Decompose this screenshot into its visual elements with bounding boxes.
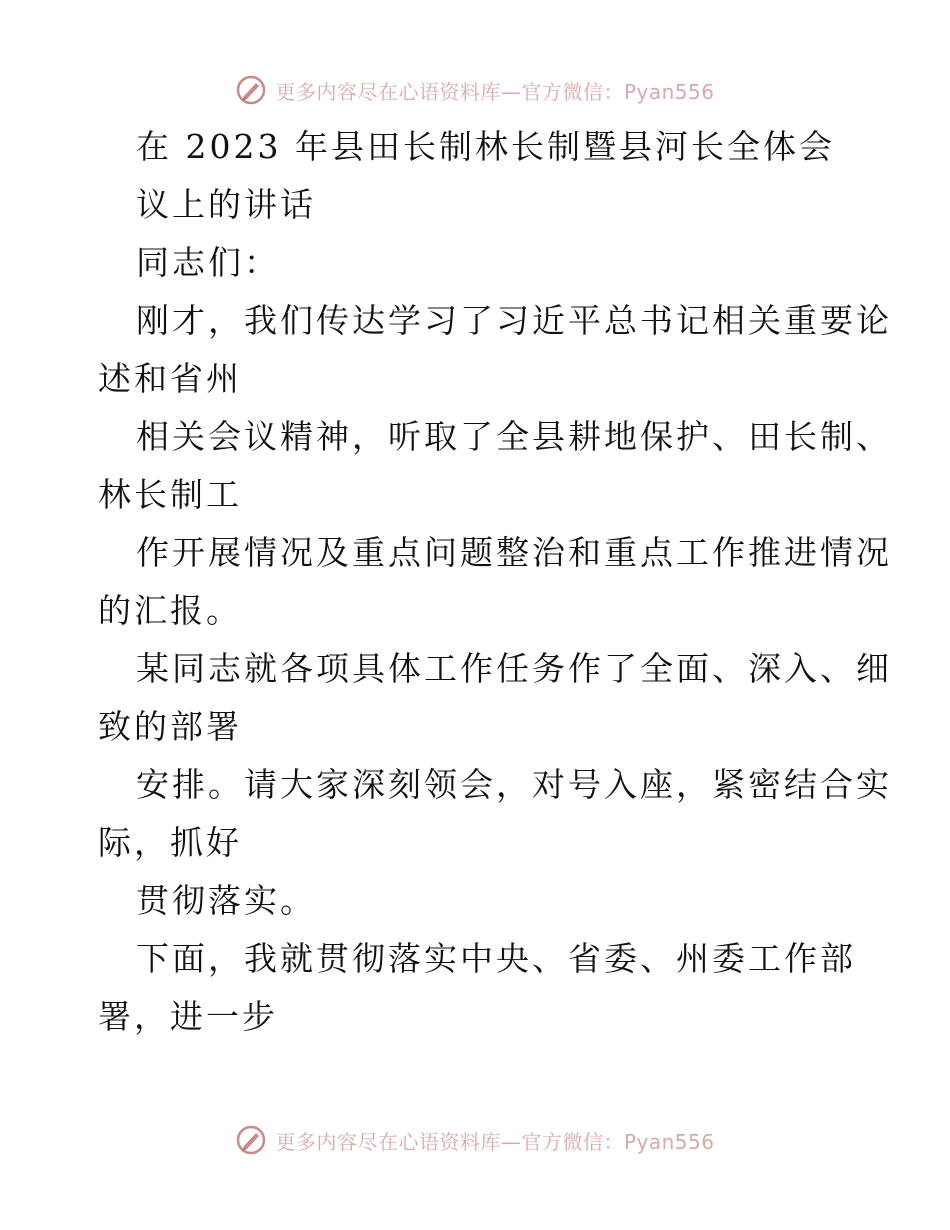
watermark-text: 更多内容尽在心语资料库—官方微信：Pyan556 [275, 79, 715, 104]
pen-logo-icon [235, 1124, 267, 1156]
watermark-text: 更多内容尽在心语资料库—官方微信：Pyan556 [275, 1129, 715, 1154]
text-line: 相关会议精神，听取了全县耕地保护、田长制、 [136, 417, 892, 456]
text-line: 致的部署 [98, 707, 242, 746]
text-line: 际，抓好 [98, 823, 242, 862]
text-line: 贯彻落实。 [136, 881, 316, 920]
text-line: 的汇报。 [98, 591, 242, 630]
text-line: 同志们： [136, 243, 280, 282]
text-line: 议上的讲话 [136, 185, 316, 224]
text-line: 刚才，我们传达学习了习近平总书记相关重要论 [136, 301, 892, 340]
text-line: 在 2023 年县田长制林长制暨县河长全体会 [136, 127, 835, 166]
document-body [98, 118, 892, 1046]
text-line: 安排。请大家深刻领会，对号入座，紧密结合实 [136, 765, 892, 804]
text-line: 述和省州 [98, 359, 242, 398]
text-line: 某同志就各项具体工作任务作了全面、深入、细 [136, 649, 892, 688]
text-line: 林长制工 [98, 475, 242, 514]
text-line: 作开展情况及重点问题整治和重点工作推进情况 [136, 533, 892, 572]
text-line: 下面，我就贯彻落实中央、省委、州委工作部 [136, 939, 856, 978]
header-watermark [0, 70, 950, 110]
footer-watermark [0, 1120, 950, 1160]
pen-logo-icon [235, 74, 267, 106]
text-line: 署，进一步 [98, 997, 278, 1036]
